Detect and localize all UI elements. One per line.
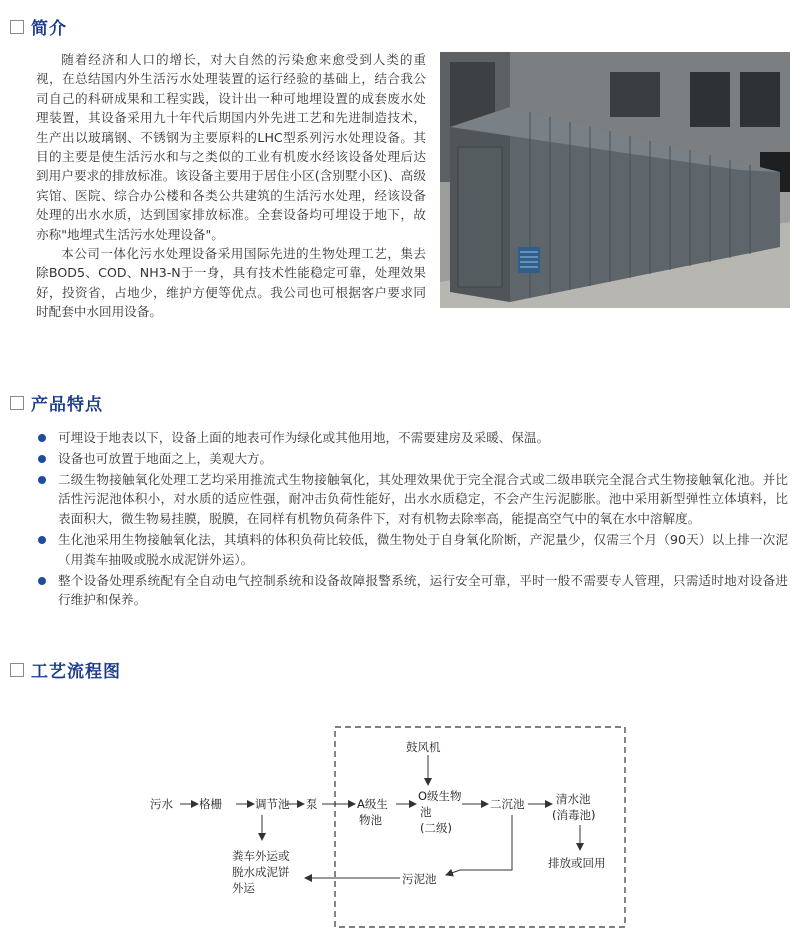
feature-item: 生化池采用生物接触氧化法，其填料的体积负荷比较低，微生物处于自身氧化阶断，产泥量少，仅需三个月（90天）以上排一次泥（用粪车抽吸或脱水成泥饼外运）。: [36, 530, 788, 570]
flow-equalization: 调节池: [255, 797, 290, 811]
bullet-icon: [38, 434, 46, 442]
flow-truck-1: 粪车外运或: [232, 849, 290, 863]
flow-o-bio-1: O级生物: [418, 789, 462, 803]
flow-grille: 格栅: [199, 797, 222, 811]
bullet-icon: [38, 455, 46, 463]
intro-text: [36, 50, 426, 322]
flow-a-bio-2: 物池: [359, 813, 382, 827]
section-checkbox-icon: [10, 663, 24, 677]
flow-o-bio-2: 池: [420, 805, 432, 819]
intro-section-header: [10, 14, 67, 39]
section-checkbox-icon: [10, 396, 24, 410]
flow-clear-1: 清水池: [556, 792, 591, 806]
process-section-header: [10, 657, 121, 682]
features-title: 产品特点: [31, 395, 103, 415]
flow-blower: 鼓风机: [406, 740, 441, 754]
feature-list: [36, 428, 788, 611]
feature-item: 整个设备处理系统配有全自动电气控制系统和设备故障报警系统，运行安全可靠，平时一般不需要专人管理，只需适时地对设备进行维护和保养。: [36, 571, 788, 611]
features-section-header: [10, 390, 103, 415]
flow-truck-3: 外运: [232, 881, 255, 895]
feature-item: 可埋设于地表以下，设备上面的地表可作为绿化或其他用地，不需要建房及采暖、保温。: [36, 428, 788, 448]
feature-item: 二级生物接触氧化处理工艺均采用推流式生物接触氧化，其处理效果优于完全混合式或二级串联完全混合式生物接触氧化池。并比活性污泥池体积小，对水质的适应性强，耐冲击负荷性能好，出水水质稳定，不会产生污泥膨胀。池中采用新型弹性立体填料，比表面积大，微生物易挂膜，脱膜，在同样有机物负荷条件下，对有机物去除率高，能提高空气中的氧在水中溶解度。: [36, 470, 788, 529]
flow-truck-2: 脱水成泥饼: [232, 865, 290, 879]
product-photo: [440, 52, 790, 308]
flow-secondary: 二沉池: [490, 797, 525, 811]
bullet-icon: [38, 577, 46, 585]
intro-paragraph-2: 本公司一体化污水处理设备采用国际先进的生物处理工艺，集去除BOD5、COD、NH3-N于一身，具有技术性能稳定可靠，处理效果好，投资省，占地少，维护方便等优点。我公司也可根据客户要求同时配套中水回用设备。: [36, 246, 426, 320]
equipment-boundary: [335, 727, 625, 927]
flow-a-bio-1: A级生: [357, 797, 388, 811]
feature-item: 设备也可放置于地面之上，美观大方。: [36, 449, 788, 469]
intro-title: 简介: [31, 19, 67, 39]
flow-wastewater: 污水: [150, 797, 173, 811]
container-unit-illustration: [440, 52, 790, 308]
bullet-icon: [38, 536, 46, 544]
flow-discharge: 排放或回用: [548, 856, 606, 870]
intro-paragraph-1: 随着经济和人口的增长，对大自然的污染愈来愈受到人类的重视，在总结国内外生活污水处理装置的运行经验的基础上，结合我公司自己的科研成果和工程实践，设计出一种可地埋设置的成套废水处理装置，其设备采用九十年代后期国内外先进工艺和先进制造技术，生产出以玻璃钢、不锈钢为主要原料的LHC型系列污水处理设备。其目的主要是使生活污水和与之类似的工业有机废水经该设备处理后达到用户要求的排放标准。该设备主要用于居住小区(含别墅小区)、高级宾馆、医院、综合办公楼和各类公共建筑的生活污水处理，经该设备处理的出水水质，达到国家排放标准。全套设备均可埋设于地下，故亦称"地埋式生活污水处理设备"。: [36, 52, 426, 242]
flow-o-bio-3: (二级): [420, 821, 452, 835]
bullet-icon: [38, 476, 46, 484]
process-title: 工艺流程图: [31, 662, 121, 682]
process-flow-diagram: [0, 715, 800, 933]
flow-sludge: 污泥池: [402, 872, 437, 886]
flow-pump: 泵: [306, 797, 318, 811]
flow-clear-2: (消毒池): [552, 808, 596, 822]
section-checkbox-icon: [10, 20, 24, 34]
